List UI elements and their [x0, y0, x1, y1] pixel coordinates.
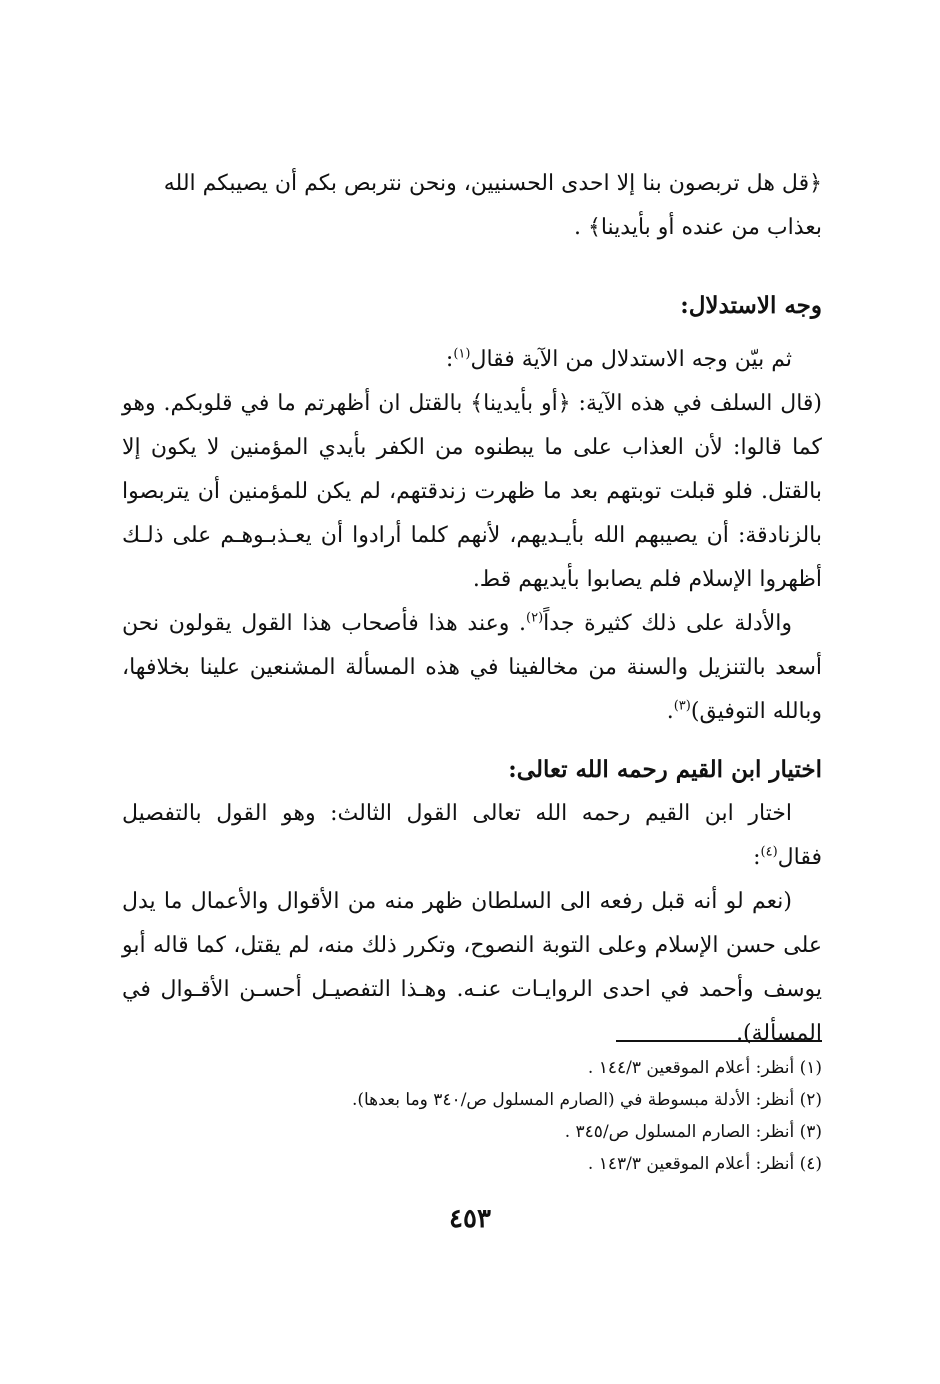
footnotes [122, 1052, 822, 1180]
footnote: (٣) أنظر: الصارم المسلول ص/٣٤٥ . [564, 1122, 822, 1142]
page-number: ٤٥٣ [449, 1204, 491, 1234]
footnote: (٤) أنظر: أعلام الموقعين ١٤٣/٣ . [587, 1154, 822, 1174]
salaf-quote: (قال السلف في هذه الآية: ﴿أو بأيدينا﴾ بالقتل ان أظهرتم ما في قلوبكم. وهو كما قالوا: لأن العذاب على ما يبطنوه من الكفر بأيدي المؤمنين لا يكون إلا بالقتل. فلو قبلت توبتهم بعد ما ظهرت زندقتهم، لم يكن للمؤمنين أن يتربصوا بالزنادقة: أن يصيبهم الله بأيـديهم، لأنهم كلما أرادوا أن يعـذبـوهـم على ذلـك أظهروا الإسلام فلم يصابوا بأيديهم قط. [122, 391, 822, 592]
footnote-divider [616, 1040, 822, 1042]
body-text [122, 162, 822, 1056]
ibn-qayyim-quote: (نعم لو أنه قبل رفعه الى السلطان ظهر منه من الأقوال والأعمال ما يدل على حسن الإسلام وعلى التوبة النصوح، وتكرر ذلك منه، لم يقتل، كما قاله أبو يوسف وأحمد في احدى الروايـات عنـه. وهـذا التفصيـل أحسـن الأقـوال في المسألة). [122, 889, 822, 1046]
footnote-ref-4: (٤) [760, 844, 778, 860]
ibn-qayyim-intro: اختار ابن القيم رحمه الله تعالى القول الثالث: وهو القول بالتفصيل فقال$^{(٤)}$: [122, 801, 822, 870]
footnote-ref-3: (٣) [673, 698, 691, 714]
quranic-verse [122, 162, 822, 250]
evidence-paragraph: والأدلة على ذلك كثيرة جداً$^{(٢)}$. وعند هذا فأصحاب هذا القول يقولون نحن أسعد بالتنزيل والسنة من مخالفينا في هذه المسألة المشنعين علينا بخلافها، وبالله التوفيق)$^{(٣)}$. [122, 610, 822, 724]
verse-line-1: ﴿قل هل تربصون بنا إلا احدى الحسنيين، ونحن نتربص بكم أن يصيبكم الله [163, 171, 822, 196]
inference-intro: ثم بيّن وجه الاستدلال من الآية فقال$^{(١)}$: [445, 346, 792, 372]
footnote-ref-1: (١) [453, 346, 471, 362]
footnote: (١) أنظر: أعلام الموقعين ١٤٤/٣ . [587, 1058, 822, 1078]
footnote-ref-2: (٢) [526, 610, 544, 626]
section-heading-ibn-qayyim: اختيار ابن القيم رحمه الله تعالى: [508, 756, 822, 783]
verse-line-2: بعذاب من عنده أو بأيدينا﴾ . [573, 215, 822, 240]
footnote: (٢) أنظر: الأدلة مبسوطة في (الصارم المسلول ص/٣٤٠ وما بعدها). [351, 1090, 822, 1110]
section-heading-inference: وجه الاستدلال: [680, 292, 822, 319]
